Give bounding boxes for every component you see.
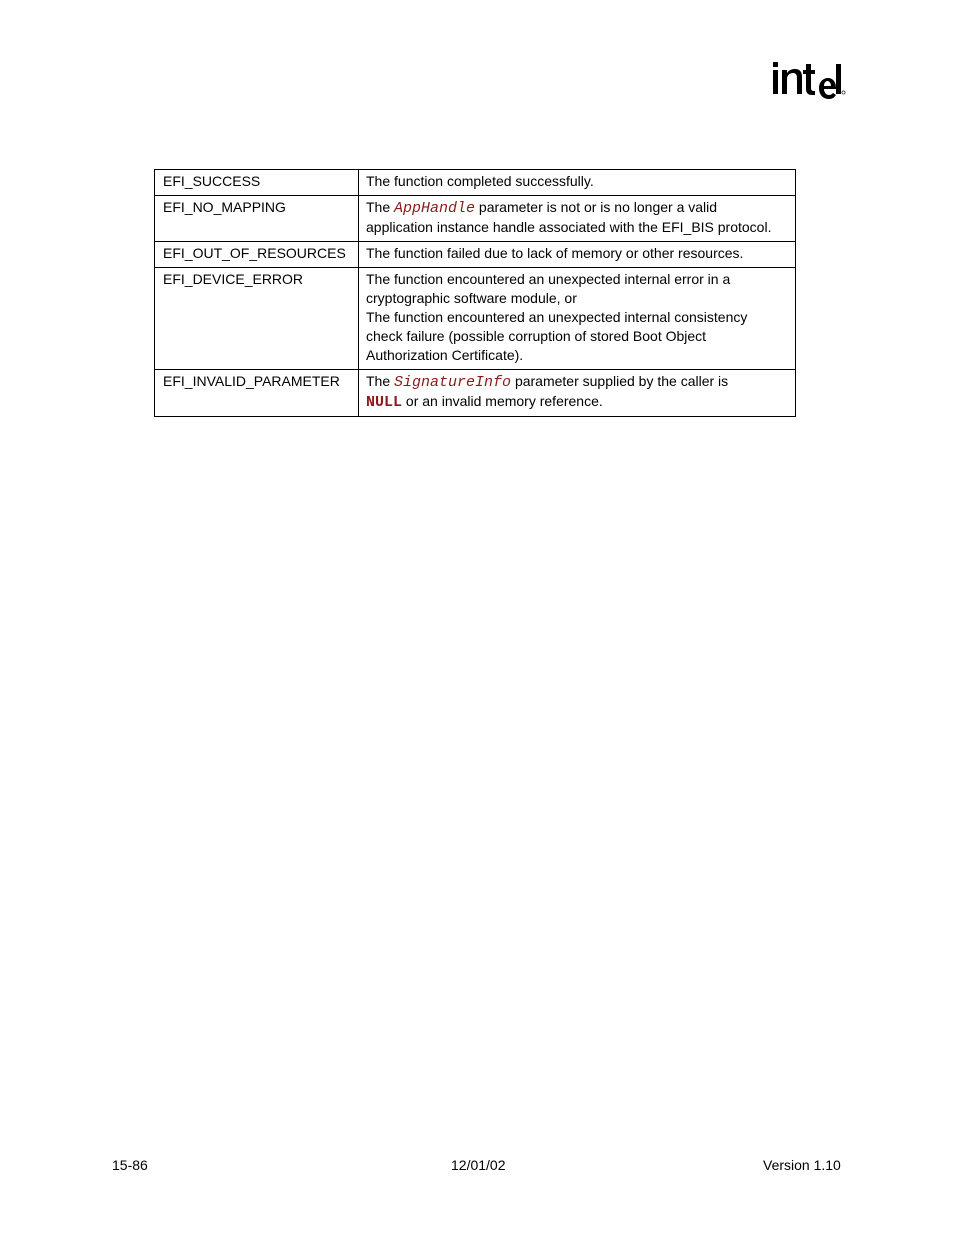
description-line: or an invalid memory reference. [405, 393, 603, 409]
status-code: EFI_SUCCESS [155, 170, 359, 196]
description-suffix: parameter supplied by the caller is [514, 373, 729, 389]
status-description [359, 370, 796, 417]
description-prefix: The [366, 373, 391, 389]
intel-logo-icon [770, 56, 846, 106]
table-row [155, 242, 796, 268]
status-code: EFI_DEVICE_ERROR [155, 268, 359, 370]
parameter-name: AppHandle [394, 200, 476, 217]
page-number: 15-86 [112, 1157, 148, 1173]
footer-date: 12/01/02 [451, 1157, 506, 1173]
description-suffix: parameter is not or is no longer a valid [478, 199, 718, 215]
description-line: The function completed successfully. [366, 173, 594, 189]
table-row [155, 196, 796, 242]
description-line: The function failed due to lack of memory or other resources. [366, 245, 744, 261]
parameter-name: SignatureInfo [394, 374, 512, 391]
description-line: Authorization Certificate). [366, 347, 524, 363]
table-row [155, 170, 796, 196]
description-line: The function encountered an unexpected internal error in a [366, 271, 731, 287]
table-row [155, 268, 796, 370]
status-code: EFI_NO_MAPPING [155, 196, 359, 242]
description-line: check failure (possible corruption of stored Boot Object [366, 328, 707, 344]
status-description [359, 196, 796, 242]
null-keyword: NULL [366, 394, 403, 411]
footer-version: Version 1.10 [763, 1157, 841, 1173]
intel-logo [770, 56, 846, 106]
status-description [359, 170, 796, 196]
status-code: EFI_INVALID_PARAMETER [155, 370, 359, 417]
table-row [155, 370, 796, 417]
description-prefix: The [366, 199, 391, 215]
status-code: EFI_OUT_OF_RESOURCES [155, 242, 359, 268]
description-line: The function encountered an unexpected internal consistency [366, 309, 748, 325]
status-description [359, 242, 796, 268]
status-description [359, 268, 796, 370]
description-line: cryptographic software module, or [366, 290, 577, 306]
description-line: application instance handle associated with the EFI_BIS protocol. [366, 219, 772, 235]
status-codes-table [154, 169, 796, 417]
